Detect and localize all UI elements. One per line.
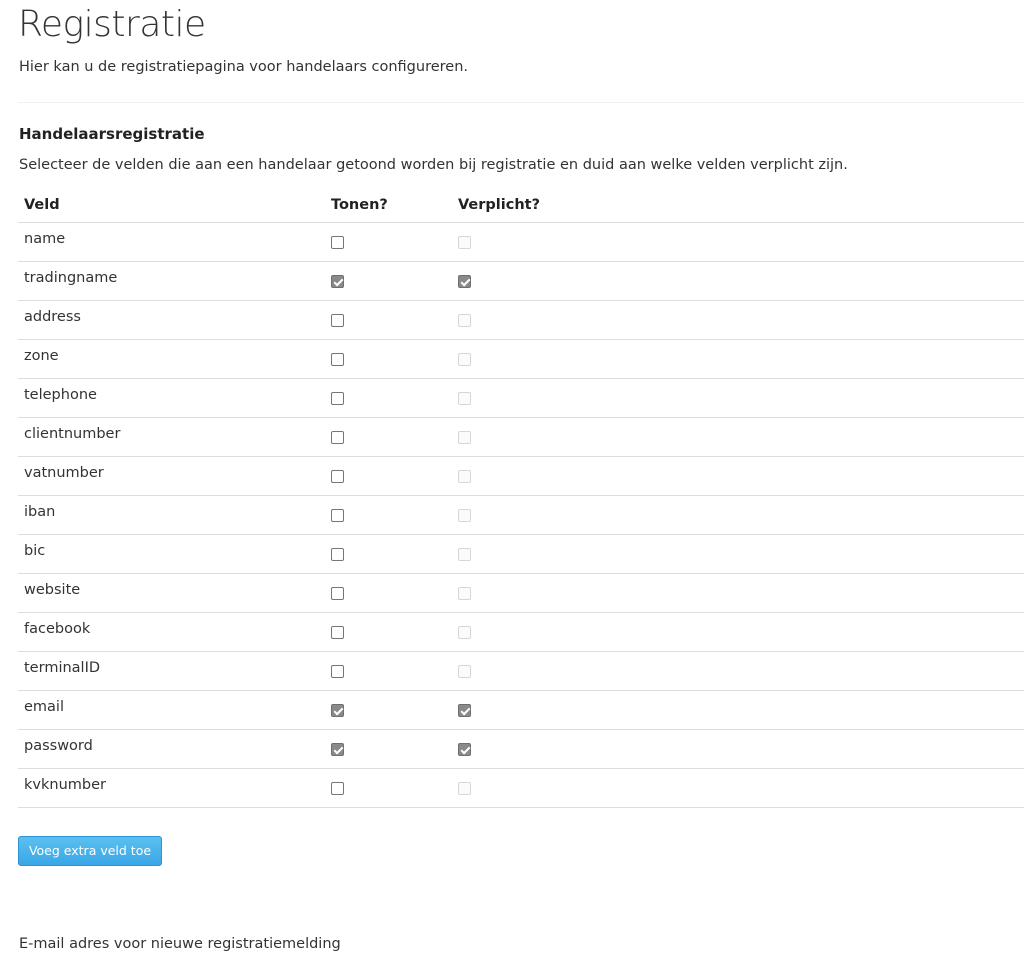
show-checkbox[interactable] bbox=[331, 704, 344, 717]
field-name: address bbox=[24, 309, 81, 325]
required-checkbox bbox=[458, 587, 471, 600]
field-name-cell bbox=[18, 613, 325, 652]
show-cell bbox=[325, 730, 452, 769]
required-cell bbox=[452, 262, 1024, 301]
required-checkbox bbox=[458, 470, 471, 483]
field-name: iban bbox=[24, 504, 56, 520]
required-cell bbox=[452, 301, 1024, 340]
show-cell bbox=[325, 535, 452, 574]
show-cell bbox=[325, 769, 452, 808]
show-checkbox[interactable] bbox=[331, 587, 344, 600]
table-row bbox=[18, 535, 1024, 574]
show-checkbox[interactable] bbox=[331, 431, 344, 444]
table-row bbox=[18, 223, 1024, 262]
required-cell bbox=[452, 418, 1024, 457]
field-name: terminalID bbox=[24, 660, 101, 676]
table-row bbox=[18, 262, 1024, 301]
required-checkbox bbox=[458, 353, 471, 366]
required-cell bbox=[452, 652, 1024, 691]
required-cell bbox=[452, 535, 1024, 574]
required-cell bbox=[452, 496, 1024, 535]
field-name: zone bbox=[24, 348, 59, 364]
required-checkbox bbox=[458, 431, 471, 444]
table-row bbox=[18, 574, 1024, 613]
show-cell bbox=[325, 418, 452, 457]
show-checkbox[interactable] bbox=[331, 236, 344, 249]
required-cell bbox=[452, 574, 1024, 613]
required-checkbox bbox=[458, 314, 471, 327]
page-title: Registratie bbox=[18, 4, 206, 45]
field-name-cell bbox=[18, 769, 325, 808]
table-row bbox=[18, 457, 1024, 496]
required-checkbox[interactable] bbox=[458, 743, 471, 756]
show-cell bbox=[325, 457, 452, 496]
field-name: clientnumber bbox=[24, 426, 121, 442]
show-checkbox[interactable] bbox=[331, 665, 344, 678]
field-name-cell bbox=[18, 379, 325, 418]
show-checkbox[interactable] bbox=[331, 314, 344, 327]
required-checkbox bbox=[458, 782, 471, 795]
table-row bbox=[18, 613, 1024, 652]
page-subtitle: Hier kan u de registratiepagina voor handelaars configureren. bbox=[19, 59, 469, 75]
table-row bbox=[18, 418, 1024, 457]
show-cell bbox=[325, 301, 452, 340]
show-cell bbox=[325, 379, 452, 418]
required-cell bbox=[452, 613, 1024, 652]
show-checkbox[interactable] bbox=[331, 275, 344, 288]
required-cell bbox=[452, 730, 1024, 769]
field-name-cell bbox=[18, 457, 325, 496]
field-name-cell bbox=[18, 691, 325, 730]
field-name-cell bbox=[18, 223, 325, 262]
field-name: website bbox=[24, 582, 81, 598]
required-checkbox bbox=[458, 665, 471, 678]
field-name-cell bbox=[18, 340, 325, 379]
required-checkbox bbox=[458, 392, 471, 405]
field-name: bic bbox=[24, 543, 46, 559]
table-row bbox=[18, 301, 1024, 340]
column-header-field: Veld bbox=[18, 188, 325, 223]
show-checkbox[interactable] bbox=[331, 743, 344, 756]
field-name: vatnumber bbox=[24, 465, 104, 481]
required-cell bbox=[452, 457, 1024, 496]
show-cell bbox=[325, 223, 452, 262]
required-cell bbox=[452, 223, 1024, 262]
notification-email-label: E-mail adres voor nieuwe registratiemelding bbox=[19, 936, 341, 952]
table-row bbox=[18, 340, 1024, 379]
table-row bbox=[18, 769, 1024, 808]
field-name: name bbox=[24, 231, 66, 247]
show-checkbox[interactable] bbox=[331, 470, 344, 483]
show-cell bbox=[325, 262, 452, 301]
show-cell bbox=[325, 613, 452, 652]
field-name: email bbox=[24, 699, 64, 715]
show-checkbox[interactable] bbox=[331, 392, 344, 405]
show-checkbox[interactable] bbox=[331, 353, 344, 366]
required-cell bbox=[452, 379, 1024, 418]
table-header-row bbox=[18, 188, 1024, 223]
show-checkbox[interactable] bbox=[331, 626, 344, 639]
field-name: tradingname bbox=[24, 270, 118, 286]
divider bbox=[18, 102, 1024, 103]
show-cell bbox=[325, 340, 452, 379]
required-checkbox[interactable] bbox=[458, 275, 471, 288]
fields-table-body bbox=[18, 223, 1024, 808]
required-checkbox bbox=[458, 509, 471, 522]
show-checkbox[interactable] bbox=[331, 509, 344, 522]
table-row bbox=[18, 730, 1024, 769]
fields-table bbox=[18, 188, 1024, 808]
required-checkbox[interactable] bbox=[458, 704, 471, 717]
show-cell bbox=[325, 652, 452, 691]
show-cell bbox=[325, 691, 452, 730]
field-name: password bbox=[24, 738, 93, 754]
table-row bbox=[18, 652, 1024, 691]
field-name: facebook bbox=[24, 621, 91, 637]
required-cell bbox=[452, 691, 1024, 730]
required-cell bbox=[452, 340, 1024, 379]
required-checkbox bbox=[458, 548, 471, 561]
add-extra-field-button[interactable]: Voeg extra veld toe bbox=[18, 836, 162, 866]
field-name-cell bbox=[18, 262, 325, 301]
section-description: Selecteer de velden die aan een handelaar getoond worden bij registratie en duid aan welke velden verplicht zijn. bbox=[19, 157, 848, 173]
table-row bbox=[18, 691, 1024, 730]
field-name-cell bbox=[18, 652, 325, 691]
field-name-cell bbox=[18, 301, 325, 340]
column-header-show: Tonen? bbox=[325, 188, 452, 223]
show-cell bbox=[325, 496, 452, 535]
show-checkbox[interactable] bbox=[331, 782, 344, 795]
field-name: kvknumber bbox=[24, 777, 106, 793]
field-name-cell bbox=[18, 496, 325, 535]
section-title: Handelaarsregistratie bbox=[19, 125, 205, 143]
field-name: telephone bbox=[24, 387, 97, 403]
column-header-required: Verplicht? bbox=[452, 188, 1024, 223]
show-checkbox[interactable] bbox=[331, 548, 344, 561]
required-checkbox bbox=[458, 236, 471, 249]
show-cell bbox=[325, 574, 452, 613]
table-row bbox=[18, 496, 1024, 535]
field-name-cell bbox=[18, 535, 325, 574]
required-checkbox bbox=[458, 626, 471, 639]
field-name-cell bbox=[18, 730, 325, 769]
table-row bbox=[18, 379, 1024, 418]
field-name-cell bbox=[18, 418, 325, 457]
field-name-cell bbox=[18, 574, 325, 613]
required-cell bbox=[452, 769, 1024, 808]
